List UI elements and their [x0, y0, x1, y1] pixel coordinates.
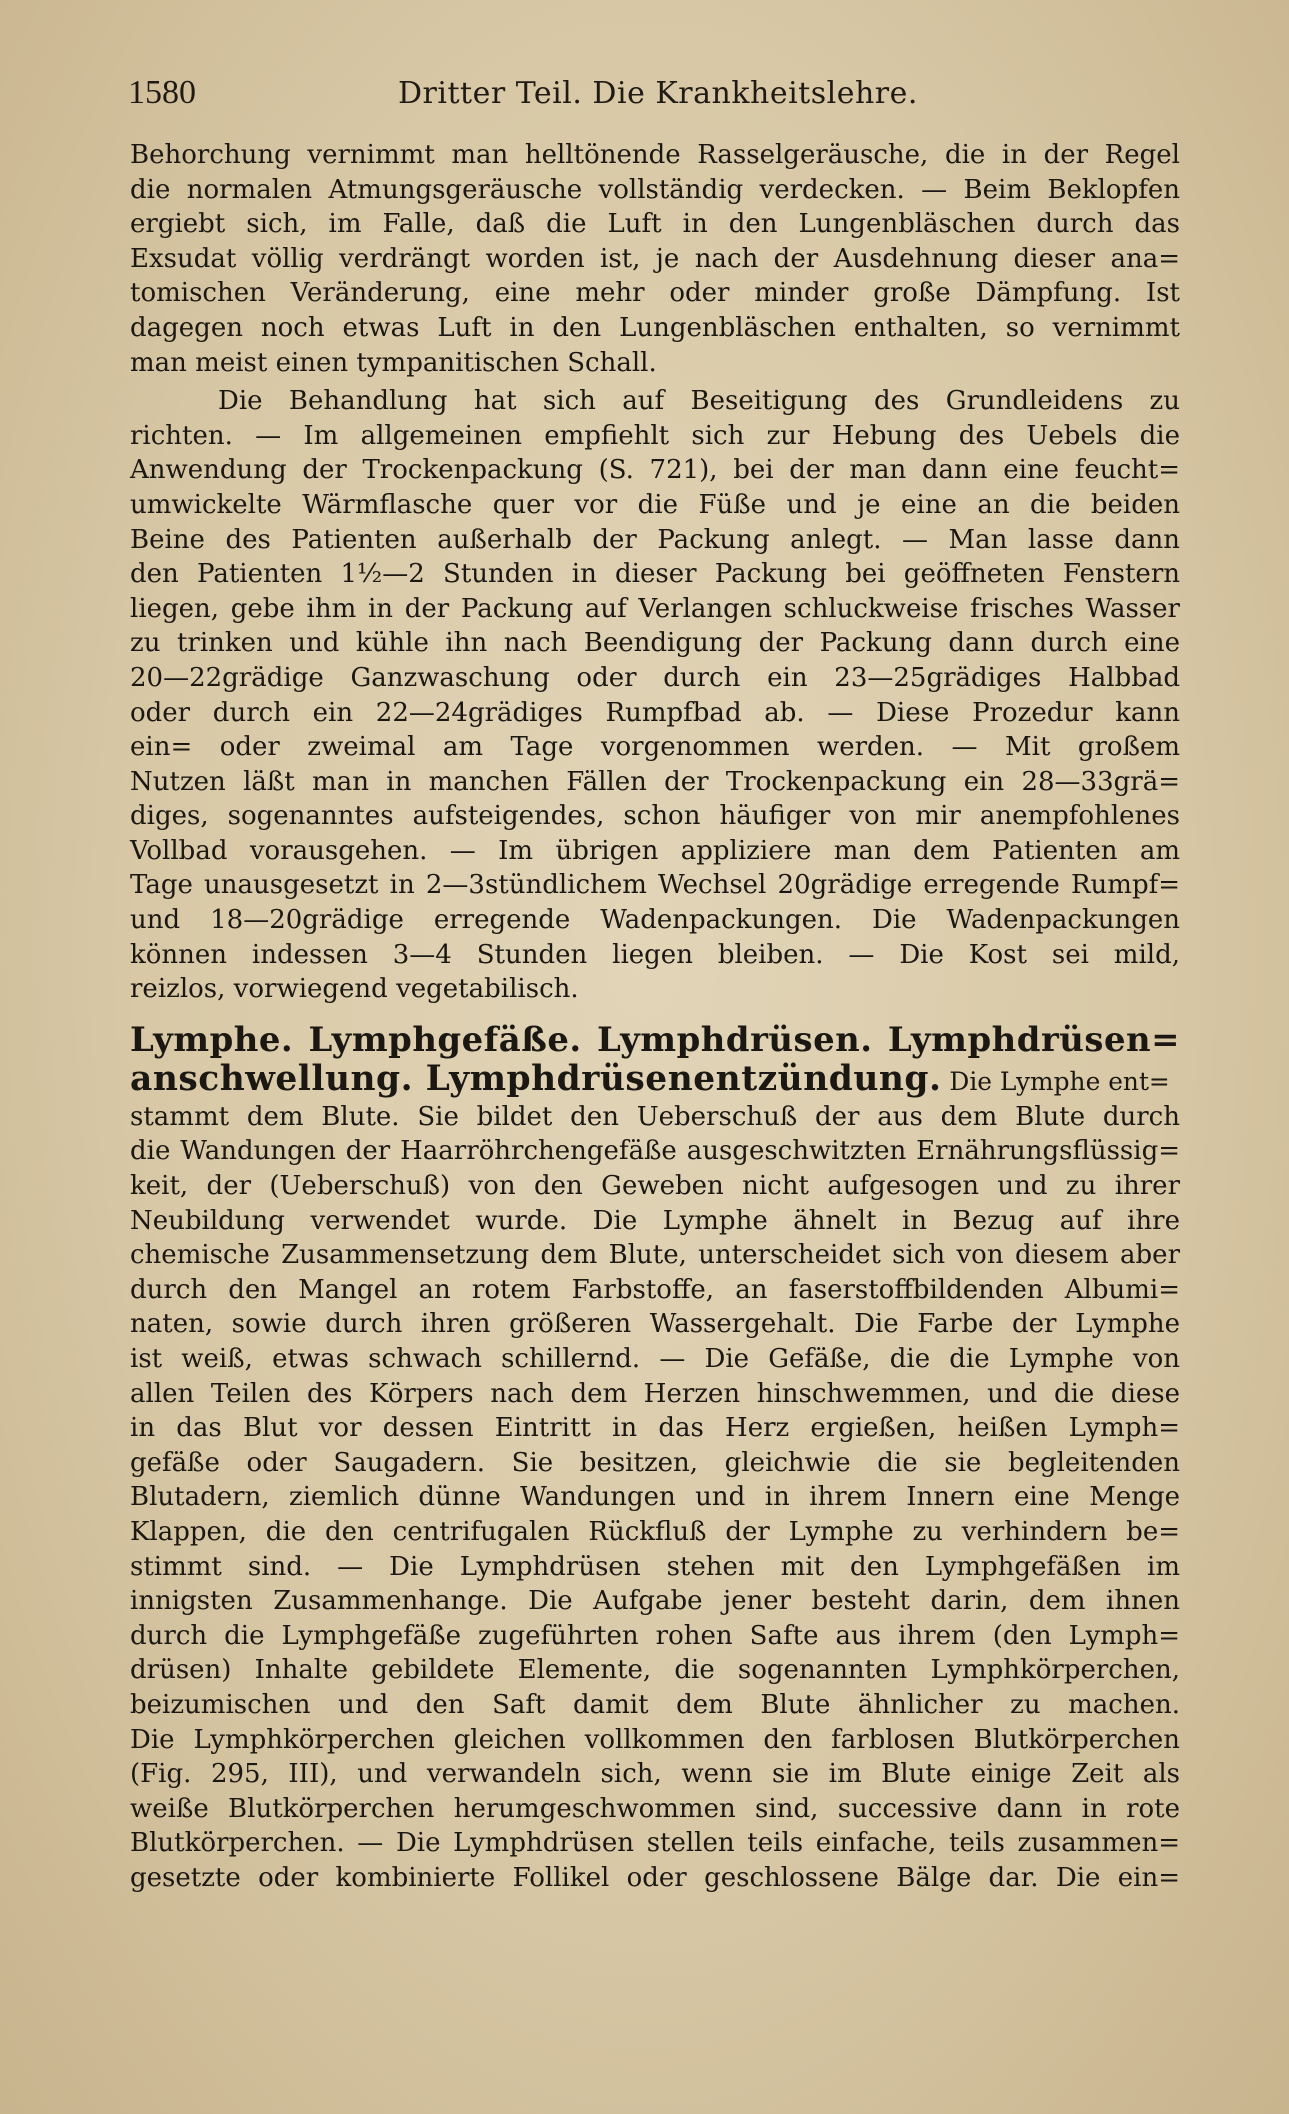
text-line: Anwendung der Trockenpackung (S. 721), bei der man dann eine feucht=: [130, 455, 1180, 486]
text-line: beizumischen und den Saft damit dem Blute ähnlicher zu machen.: [130, 1689, 1180, 1720]
text-line: innigsten Zusammenhange. Die Aufgabe jener besteht darin, dem ihnen: [130, 1586, 1180, 1617]
text-line: durch den Mangel an rotem Farbstoffe, an faserstoffbildenden Albumi=: [130, 1274, 1180, 1305]
text-line: die Wandungen der Haarröhrchengefäße ausgeschwitzten Ernährungsflüssig=: [130, 1136, 1180, 1167]
section-heading-line1: Lymphe. Lymphgefäße. Lymphdrüsen. Lymphdrüsen=: [130, 1018, 1180, 1059]
text-line: Neubildung verwendet wurde. Die Lymphe ähnelt in Bezug auf ihre: [130, 1205, 1180, 1236]
text-line: Behorchung vernimmt man helltönende Rasselgeräusche, die in der Regel: [130, 140, 1180, 170]
section-heading-line2: anschwellung. Lymphdrüsenentzündung.: [130, 1058, 942, 1099]
text-line: stammt dem Blute. Sie bildet den Ueberschuß der aus dem Blute durch: [130, 1101, 1180, 1132]
text-line: Beine des Patienten außerhalb der Packung anlegt. — Man lasse dann: [130, 524, 1180, 555]
text-line: und 18—20grädige erregende Wadenpackungen. Die Wadenpackungen: [130, 905, 1180, 936]
text-line: Vollbad vorausgehen. — Im übrigen appliziere man dem Patienten am: [130, 835, 1180, 866]
text-line: ist weiß, etwas schwach schillernd. — Die Gefäße, die die Lymphe von: [130, 1344, 1180, 1374]
section-heading-continuation: [130, 1058, 1180, 1100]
text-line: keit, der (Ueberschuß) von den Geweben nicht aufgesogen und zu ihrer: [130, 1171, 1180, 1202]
text-line: stimmt sind. — Die Lymphdrüsen stehen mit den Lymphgefäßen im: [130, 1551, 1180, 1582]
text-line: liegen, gebe ihm in der Packung auf Verlangen schluckweise frisches Wasser: [130, 593, 1180, 624]
text-line: Die Behandlung hat sich auf Beseitigung des Grundleidens zu: [218, 386, 1180, 417]
text-line: Exsudat völlig verdrängt worden ist, je nach der Ausdehnung dieser ana=: [130, 243, 1180, 274]
text-line: ergiebt sich, im Falle, daß die Luft in den Lungenbläschen durch das: [130, 209, 1180, 240]
text-line: oder durch ein 22—24grädiges Rumpfbad ab. — Diese Prozedur kann: [130, 697, 1180, 728]
page-number: 1580: [128, 74, 196, 111]
text-line: 20—22grädige Ganzwaschung oder durch ein 23—25grädiges Halbbad: [130, 662, 1180, 693]
text-line: gefäße oder Saugadern. Sie besitzen, gleichwie die sie begleitenden: [130, 1447, 1180, 1478]
text-line: Klappen, die den centrifugalen Rückfluß der Lymphe zu verhindern be=: [130, 1516, 1180, 1547]
text-line: umwickelte Wärmflasche quer vor die Füße und je eine an die beiden: [130, 489, 1180, 520]
text-line: gesetzte oder kombinierte Follikel oder geschlossene Bälge dar. Die ein=: [130, 1862, 1180, 1893]
text-line: die normalen Atmungsgeräusche vollständig verdecken. — Beim Beklopfen: [130, 174, 1180, 205]
text-line: reizlos, vorwiegend vegetabilisch.: [130, 974, 579, 1005]
text-line: (Fig. 295, III), und verwandeln sich, wenn sie im Blute einige Zeit als: [130, 1759, 1180, 1790]
text-line: durch die Lymphgefäße zugeführten rohen Safte aus ihrem (den Lymph=: [130, 1620, 1180, 1651]
text-line: man meist einen tympanitischen Schall.: [130, 347, 657, 378]
section-heading: [130, 1018, 1180, 1061]
text-line: in das Blut vor dessen Eintritt in das Herz ergießen, heißen Lymph=: [130, 1413, 1180, 1444]
text-line: Nutzen läßt man in manchen Fällen der Trockenpackung ein 28—33grä=: [130, 766, 1180, 797]
text-line: weiße Blutkörperchen herumgeschwommen sind, successive dann in rote: [130, 1793, 1180, 1824]
text-line: dagegen noch etwas Luft in den Lungenbläschen enthalten, so vernimmt: [130, 312, 1180, 343]
text-line: allen Teilen des Körpers nach dem Herzen hinschwemmen, und die diese: [130, 1378, 1180, 1409]
text-line: können indessen 3—4 Stunden liegen bleiben. — Die Kost sei mild,: [130, 939, 1180, 970]
text-line: drüsen) Inhalte gebildete Elemente, die sogenannten Lymphkörperchen,: [130, 1655, 1180, 1686]
text-line: naten, sowie durch ihren größeren Wassergehalt. Die Farbe der Lymphe: [130, 1309, 1180, 1340]
paragraph-treatment: [130, 384, 1180, 1007]
text-line: Blutadern, ziemlich dünne Wandungen und in ihrem Innern eine Menge: [130, 1482, 1180, 1513]
text-line: den Patienten 1½—2 Stunden in dieser Packung bei geöffneten Fenstern: [130, 559, 1180, 590]
section-intro-text: Die Lymphe ent=: [941, 1066, 1170, 1096]
text-line: Blutkörperchen. — Die Lymphdrüsen stellen teils einfache, teils zusammen=: [130, 1828, 1180, 1859]
section-lymph: [130, 1018, 1180, 1896]
text-line: richten. — Im allgemeinen empfiehlt sich zur Hebung des Uebels die: [130, 420, 1180, 451]
text-line: Tage unausgesetzt in 2—3stündlichem Wechsel 20grädige erregende Rumpf=: [130, 870, 1180, 901]
text-line: Die Lymphkörperchen gleichen vollkommen den farblosen Blutkörperchen: [130, 1724, 1180, 1755]
text-line: ein= oder zweimal am Tage vorgenommen werden. — Mit großem: [130, 732, 1180, 763]
page-body: [130, 138, 1180, 1896]
paragraph-auscultation: [130, 138, 1180, 380]
running-title: Dritter Teil. Die Krankheitslehre.: [398, 76, 918, 111]
text-line: tomischen Veränderung, eine mehr oder minder große Dämpfung. Ist: [130, 278, 1180, 309]
text-line: diges, sogenanntes aufsteigendes, schon häufiger von mir anempfohlenes: [130, 801, 1180, 832]
page-header: [128, 72, 1178, 122]
text-line: zu trinken und kühle ihn nach Beendigung der Packung dann durch eine: [130, 628, 1180, 659]
text-line: chemische Zusammensetzung dem Blute, unterscheidet sich von diesem aber: [130, 1240, 1180, 1271]
